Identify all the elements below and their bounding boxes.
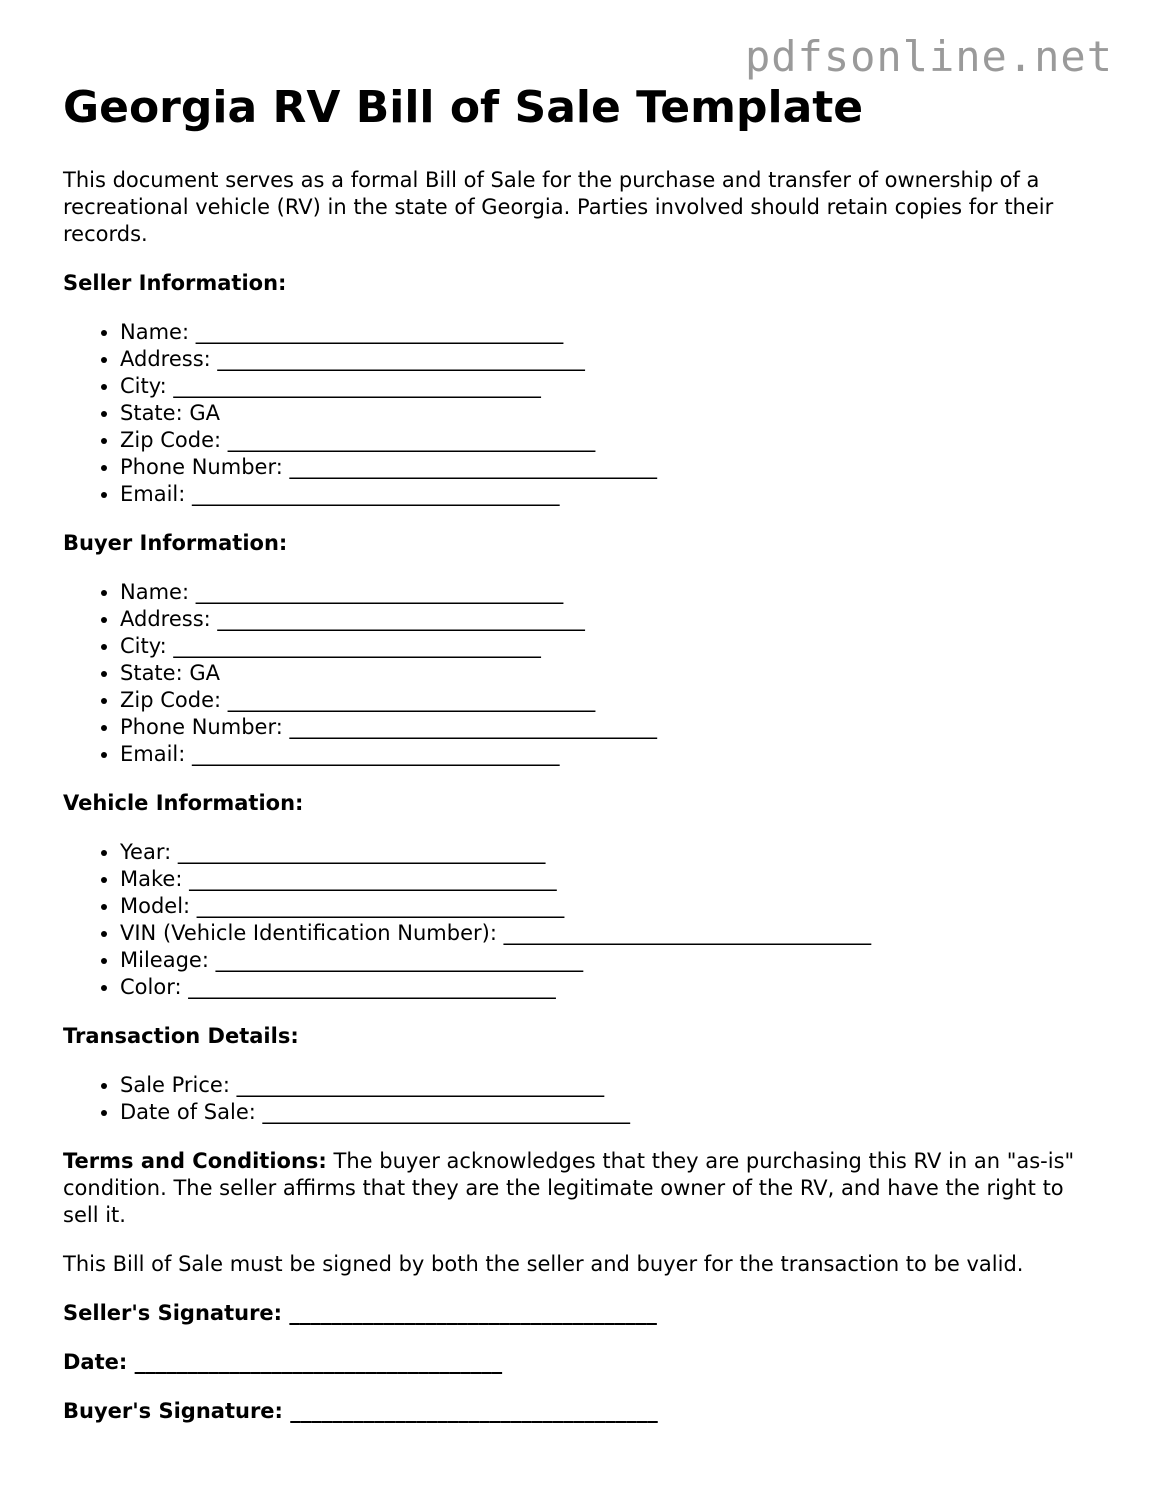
seller-address-field: • Address: ___________________________________ bbox=[120, 346, 1103, 373]
seller-name-field: • Name: ___________________________________ bbox=[120, 319, 1103, 346]
seller-phone-field: • Phone Number: ___________________________________ bbox=[120, 454, 1103, 481]
vehicle-color-field: • Color: ___________________________________ bbox=[120, 974, 1103, 1001]
terms-paragraph bbox=[63, 1148, 1103, 1229]
vehicle-section-heading: Vehicle Information: bbox=[63, 791, 304, 815]
buyer-phone-field: • Phone Number: ___________________________________ bbox=[120, 714, 1103, 741]
seller-section-heading: Seller Information: bbox=[63, 271, 287, 295]
document-page bbox=[63, 80, 1103, 1425]
transaction-section-heading: Transaction Details: bbox=[63, 1024, 299, 1048]
vehicle-make-field: • Make: ___________________________________ bbox=[120, 866, 1103, 893]
page-title: Georgia RV Bill of Sale Template bbox=[63, 82, 864, 133]
seller-info-list bbox=[63, 319, 1103, 508]
buyer-signature-line: Buyer's Signature: ___________________________________ bbox=[63, 1399, 658, 1423]
buyer-city-field: • City: ___________________________________ bbox=[120, 633, 1103, 660]
watermark: pdfsonline.net bbox=[744, 32, 1113, 81]
terms-label: Terms and Conditions: bbox=[63, 1149, 327, 1173]
vehicle-mileage-field: • Mileage: ___________________________________ bbox=[120, 947, 1103, 974]
vehicle-model-field: • Model: ___________________________________ bbox=[120, 893, 1103, 920]
date-of-sale-field: • Date of Sale: ___________________________________ bbox=[120, 1099, 1103, 1126]
transaction-info-list bbox=[63, 1072, 1103, 1126]
buyer-zip-field: • Zip Code: ___________________________________ bbox=[120, 687, 1103, 714]
buyer-address-field: • Address: ___________________________________ bbox=[120, 606, 1103, 633]
sale-price-field: • Sale Price: ___________________________________ bbox=[120, 1072, 1103, 1099]
validity-paragraph: This Bill of Sale must be signed by both the seller and buyer for the transaction to be valid. bbox=[63, 1252, 1024, 1276]
seller-signature-line: Seller's Signature: ___________________________________ bbox=[63, 1301, 657, 1325]
vehicle-info-list bbox=[63, 839, 1103, 1001]
terms-text: The buyer acknowledges that they are purchasing this RV in an "as-is" condition. The seller affirms that they are the legitimate owner of the RV, and have the right to sell it. bbox=[63, 1149, 1075, 1227]
signature-date-line: Date: ___________________________________ bbox=[63, 1350, 503, 1374]
buyer-info-list bbox=[63, 579, 1103, 768]
seller-email-field: • Email: ___________________________________ bbox=[120, 481, 1103, 508]
seller-zip-field: • Zip Code: ___________________________________ bbox=[120, 427, 1103, 454]
seller-city-field: • City: ___________________________________ bbox=[120, 373, 1103, 400]
vehicle-year-field: • Year: ___________________________________ bbox=[120, 839, 1103, 866]
seller-state-field: • State: GA bbox=[120, 400, 1103, 427]
vehicle-vin-field: • VIN (Vehicle Identification Number): ___________________________________ bbox=[120, 920, 1103, 947]
buyer-name-field: • Name: ___________________________________ bbox=[120, 579, 1103, 606]
intro-paragraph: This document serves as a formal Bill of Sale for the purchase and transfer of ownership of a recreational vehicle (RV) in the state of Georgia. Parties involved should retain copies for their records. bbox=[63, 168, 1054, 246]
buyer-section-heading: Buyer Information: bbox=[63, 531, 288, 555]
buyer-email-field: • Email: ___________________________________ bbox=[120, 741, 1103, 768]
buyer-state-field: • State: GA bbox=[120, 660, 1103, 687]
